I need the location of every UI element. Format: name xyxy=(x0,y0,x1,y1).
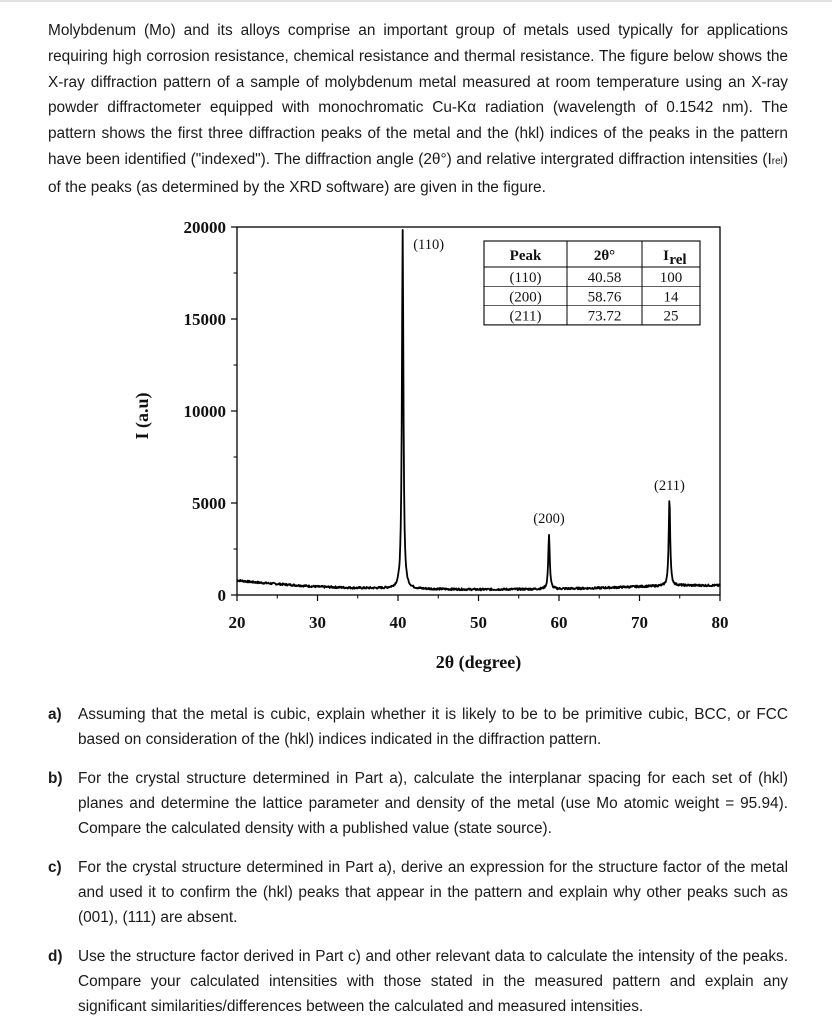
table-cell: 73.72 xyxy=(587,308,622,325)
y-tick-label: 20000 xyxy=(183,218,226,237)
x-tick-label: 20 xyxy=(228,613,246,632)
y-axis-label: I (a.u) xyxy=(132,392,152,440)
x-tick-label: 70 xyxy=(631,613,648,632)
question-letter: b) xyxy=(48,770,63,787)
table-cell: (110) xyxy=(509,270,542,286)
x-tick-label: 80 xyxy=(711,613,729,632)
xrd-figure xyxy=(0,205,832,685)
intro-paragraph xyxy=(48,18,788,201)
table-cell: (200) xyxy=(509,289,542,306)
question-letter: d) xyxy=(48,948,63,965)
question-letter: a) xyxy=(48,706,62,723)
question-text: Use the structure factor derived in Part c) and other relevant data to calculate the intensity of the peaks. Compare your calculated intensities with those stated in the measured pattern and explain any significant similarities/differences between the calculated and measured intensities. xyxy=(78,948,788,1015)
question-d xyxy=(48,944,788,1019)
question-text: For the crystal structure determined in Part a), derive an expression for the structure factor of the metal and used it to confirm the (hkl) peaks that appear in the pattern and explain why other peaks such as (001), (111) are absent. xyxy=(78,859,788,926)
table-cell: 40.58 xyxy=(587,270,622,286)
x-tick-label: 60 xyxy=(550,613,568,632)
peak-label: (200) xyxy=(533,511,565,527)
question-c xyxy=(48,855,788,930)
table-header-peak: Peak xyxy=(509,248,542,264)
question-letter: c) xyxy=(48,859,62,876)
table-header-rel-subscript: rel xyxy=(669,252,687,268)
y-tick-label: 15000 xyxy=(183,310,226,329)
intro-subscript-rel: rel xyxy=(771,155,783,167)
questions-list xyxy=(48,702,788,1033)
intro-text: Molybdenum (Mo) and its alloys comprise an important group of metals used typically for applications requiring high corrosion resistance, chemical resistance and thermal resistance. The figure below shows the X-ray diffraction pattern of a sample of molybdenum metal measured at room temperature using an X-ray powder diffractometer equipped with monochromatic Cu-Kα radiation (wavelength of 0.1542 nm). The pattern shows the first three diffraction peaks of the metal and the (hkl) indices of the peaks in the pattern have been identified ("indexed"). The diffraction angle (2θ°) and relative intergrated diffraction intensities (I xyxy=(48,22,788,168)
x-tick-label: 40 xyxy=(389,613,407,632)
y-tick-label: 0 xyxy=(217,586,226,605)
question-b xyxy=(48,766,788,841)
peak-label: (110) xyxy=(413,237,445,253)
x-tick-label: 30 xyxy=(309,613,326,632)
x-tick-label: 50 xyxy=(470,613,487,632)
top-divider xyxy=(0,0,832,2)
table-header-two-theta: 2θ° xyxy=(593,248,616,264)
peak-label: (211) xyxy=(654,478,685,494)
question-text: Assuming that the metal is cubic, explain whether it is likely to be to be primitive cubic, BCC, or FCC based on consideration of the (hkl) indices indicated in the diffraction pattern. xyxy=(78,706,788,748)
xrd-chart xyxy=(0,205,832,685)
table-cell: (211) xyxy=(509,308,542,325)
x-axis-label: 2θ (degree) xyxy=(435,652,522,672)
question-text: For the crystal structure determined in Part a), calculate the interplanar spacing for each set of (hkl) planes and determine the lattice parameter and density of the metal (use Mo atomic weight = 95.94). Compare the calculated density with a published value (state source). xyxy=(78,770,788,837)
table-cell: 58.76 xyxy=(587,289,622,306)
table-cell: 25 xyxy=(663,308,679,325)
y-tick-label: 5000 xyxy=(192,494,226,513)
question-a xyxy=(48,702,788,752)
table-cell: 100 xyxy=(659,270,683,286)
peak-table xyxy=(484,241,700,325)
table-cell: 14 xyxy=(663,289,679,306)
y-tick-label: 10000 xyxy=(183,402,226,421)
intro-tail: ) of the peaks (as determined by the XRD software) are given in the figure. xyxy=(48,150,788,196)
table-header-intensity: I xyxy=(663,248,669,264)
